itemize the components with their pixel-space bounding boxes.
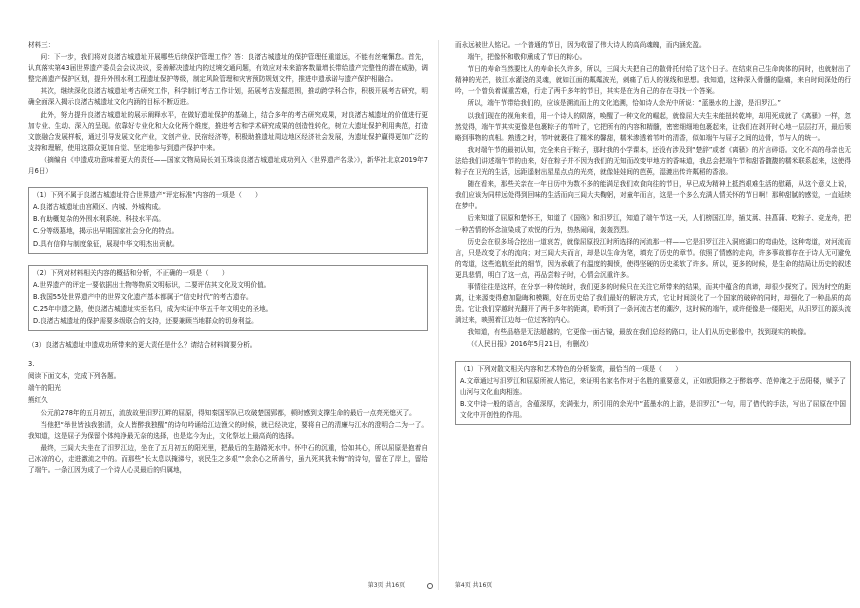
option-c[interactable]: C.分等级墓地，揭示出早期国家社会分化的特点。 — [33, 227, 179, 236]
question-stem: （1）下列不属于良渚古城遗址符合世界遗产“评定标准”内容的一项是（ ） — [33, 191, 262, 200]
paragraph: 问：下一步，我们将对良渚古城遗址开展哪些后续保护管理工作？答：良渚古城遗址的保护管理任重道远，不能有丝毫懈怠。首先，认真落实第43届世界遗产委员会会议决议，妥善解决遗址内的过境交通问题，有效应对未来游客数量增长带给遗产完整性的潜在威胁，调整完善遗产保护区划，提升外围水利工程遗址保护等级，制定风险管理和灾害预防规划文件，推进申遗承诺与遗产保护相融合。 — [28, 53, 428, 84]
source-citation: （《人民日报》2016年5月21日，有删改） — [467, 340, 593, 349]
paragraph: 节日的寿命当然要比人的寿命长久许多，所以，三闾大夫把自己的散骨托付给了这个日子。在结束自己生命肉体的同时，也就射出了精神的光芒，彼江水灌浇的灵魂，就如江面的粼粼波光，刺痛了后人的视线和思想。我知道，这种深入骨髓的隐痛，来自时间深处的行吟，一个曾负着谋重苦难，行走了两千多年的节日，其实是在为自己的存在寻找一个答案。 — [455, 65, 851, 96]
paragraph: 而永远被世人铭记。一个普通的节日，因为收留了伟大诗人的高尚魂魄，而内涵充盈。 — [455, 41, 706, 49]
left-page-number: 第3页 共16页 — [367, 582, 406, 589]
paragraph: 后来知道了屈原和楚怀王，知道了《国殇》和汨罗江，知道了端午节这一天，人们榜国江岸，插艾蒿、挂菖蒲、吃粽子、竞龙舟，把一种苦情的怀念渲染成了欢悦的行为，热热闹闹，轰轰烈烈。 — [455, 214, 851, 234]
paragraph: 此外，努力提升良渚古城遗址的展示阐释水平，在做好遗址保护的基础上，结合多年的考古研究成果，对良渚古城遗址的价值进行更加专业、生动、深入的呈现。依靠好专业化和大众化两个维度，推进考古和学术研究成果的创造性转化，树立大遗址保护利用典范，打造文旅融合发展样板，通过引导发展文化产业，文创产业、民宿经济等，积极助推遗址周边地区经济社会发展，为遗址保护赢得更加广泛的支持和理解，使用这群众更加自觉、坚定地参与到遗产保护中来。 — [28, 110, 428, 152]
right-column — [455, 40, 851, 427]
paragraph: 最终，三闾大夫坐在了汨罗江边，坐在了五月初五的阳光里，把最后的生路踏死水中。怀中石的沉重，恰如其心，所以屈原是抱着自己冰凉的心，走进激流之中的。而那些“长太息以掩涕兮，哀民生之多艰”“余余心之所善兮，虽九死其犹未悔”的诗句，留在了岸上，留给了端午。一条江因为成了一个诗人心灵最后的归属地， — [28, 443, 428, 474]
question-stem: （1）下列对散文相关内容和艺术特色的分析鉴赏，最恰当的一项是（ ） — [460, 364, 682, 373]
option-b[interactable]: B.我国55处世界遗产中的世界文化遗产基本都属于“信史时代”的考古遗存。 — [33, 292, 253, 301]
essay-title: 端午的阳光 — [28, 384, 61, 393]
paragraph: 以我们现在的视角来看，用一个诗人的陨落，唤醒了一种文化的崛起，就像屈大夫生未能扭转乾坤，却用死成就了《离骚》一样，忽然觉得，端午节其实更像是包裹粽子的苇叶了，它把所有的内容和精髓，密密细细地包裹起来，让我们在剥开时心地一层层打开，最后领略到事物的真相。熟透之时，苇叶就裹住了糯米的馨甜，糯米渗透着苇叶的清香，似如端午与屈子之间的边骨，节与人的统一。 — [455, 111, 851, 142]
question-r1 — [455, 361, 851, 425]
source-citation: （摘编自《申遗成功意味着更大的责任——国家文物局局长刘玉珠谈良渚古城遗址成功列入〈世界遗产名录〉》，新华社北京2019年7月6日） — [28, 155, 428, 176]
paragraph: 我对端午节的最初认知，完全来自于粽子，那时我的小学课本，还没有涉及到“楚辞”或者《离骚》的片言碎语。文化不高的母亲也无法给我们讲述端午节的由来，好在粽子并不因为我们的无知而改变甲地方的香味道，我总会把端午节和甜香馥馥的糯米联系起来，这使得粽子在卫光的生活，远距遥射出星星点点的光亮，就像娃娃间的芭蕉，湿漉出传许粼稻的香浪。 — [455, 145, 851, 177]
question-3: （3）良渚古城遗址申遗成功所带来的更大责任是什么？请结合材料简要分析。 — [28, 341, 257, 350]
question-2 — [28, 265, 428, 331]
essay-author: 熊红久 — [28, 396, 48, 405]
option-b[interactable]: B.有助概复杂的外围水利系统、科技水平高。 — [33, 215, 165, 224]
option-a[interactable]: A.文章通过写汨罗江和屈原所被人铭记，来证明名家名作对于名胜的重要意义，正如欧阳修之于醉翁亭、范仲淹之于岳阳楼，赋予了山河与文化血肉相连。 — [460, 376, 846, 396]
page-footer — [0, 580, 860, 589]
option-b[interactable]: B.文中诗一般的语言，含蕴深厚，充满张力，所引用的余光中“蓝墨水的上游，是汨罗江”一句，用了借代的手法，写出了屈原在中国文化中开创性的作用。 — [460, 399, 846, 419]
paragraph: 端午，把像怀和敬仰熏成了节日的粽心。 — [467, 53, 587, 62]
paragraph: 其次，继续深化良渚古城遗址考古研究工作，科学制订考古工作计划，拓展考古发掘范围，推动跨学科合作，积极开展考古研究，明确全面深入揭示良渚古城遗址文化内涵的目标不断迈进。 — [28, 87, 428, 107]
paragraph: 事情往往是这样，在分享一种传统时，我们更多的时候只在关注它所带来的结果，而其中蕴含的真谛，却很少探究了。因为时空的距离，让来源变得愈加隐晦和模糊，好在历史给了我们最好的解决方式，它让时间淡化了一个国家的破碎的同时，却强化了一种品质的高贵。它让我们穿越时光翻开了两千多年的距离，聆听到了一条河流古老的潮汐，这时候的端午，或许便像是一缕阳光，从汨罗江的源头流淌过来，映照着江边每一位过客的内心。 — [455, 282, 851, 325]
question-stem: （2）下列对材料相关内容的概括和分析，不正确的一项是（ ） — [33, 268, 229, 277]
paragraph: 随在看来，那些关亲在一年日历中为数不多的能满足我们欢食向往的节日，早已成为精神上抵挡艰难生活的慰藉，从这个意义上说，我们应该为同样远处得到回味的生活而向三闾大夫鞠躬，对童年而言，这是一个多么充满人情关怀的节日啊！那种甜腻的感觉，一直延续在梦中。 — [455, 180, 851, 211]
paragraph: 历史会在很多场合挖出一道哀苦，就像屈原投江时所选择的河流那一样——它是汨罗江注入洞庭湖口的弯曲处，这种弯道，对河流而言，只是改变了水的流向；对三闾大夫而言，却是以生命为笔，填充了历史的章节。依照了情感的走向，许多事故都存在于诗人无可避免的弯道，这些追航至此的细节，因为承载了有温度的揭愤，使得坚硬的历史柔软了许多。所以，更多的时候，是生命的结局让历史的叙述更具悲情，明白了这一点，再品尝粽子时，心情会沉重许多。 — [455, 237, 851, 279]
paragraph: 当他把“举世皆浊我独清，众人皆醉我独醒”的诗句吟诵给江边渔父的时候，就已经决定，要将自己的清廉与江水的澄明合二为一了。我知道，这是屈子为保留个体纯净最无奈的选择，也是迄今为止，文化祭坛上最高尚的选择。 — [28, 420, 428, 440]
option-d[interactable]: D.具有信仰与制度象征，展现中华文明杰出贡献。 — [33, 239, 179, 248]
left-column — [28, 40, 428, 477]
section-number: 3. — [28, 360, 35, 369]
circle-icon — [427, 583, 433, 589]
paragraph: 我知道，有些品格是无法超越的，它更像一面古镜，最放在我们总经的路口，让人们从历史影像中，找到现实的映像。 — [467, 328, 811, 337]
column-divider — [438, 40, 439, 590]
paragraph: 所以，端午节带给我们的，应该是溯流而上的文化追溯，恰如诗人余光中所说：“蓝墨水的上游，是汨罗江。” — [467, 99, 781, 108]
option-d[interactable]: D.良渚古城遗址的保护需要多级联合的支持，还要兼顾当地群众的切身利益。 — [33, 316, 258, 325]
option-a[interactable]: A.良渚古城遗址由宫殿区、内城、外城构成。 — [33, 203, 165, 212]
paragraph: 公元前278年的五月初五，流放故里汨罗江畔的屈原，得知秦国军队已攻破楚国郢都，顿时感到支撑生命的最后一点亮光熄灭了。 — [40, 408, 416, 417]
material-heading: 材料三： — [28, 41, 55, 49]
option-a[interactable]: A.世界遗产的评定一要依据出土物等物质文明标识，二要评估其文化及文明价值。 — [33, 280, 271, 289]
option-c[interactable]: C.25年申遗之路，使良渚古城遗址实至名归，成为实证中华五千年文明史的圣地。 — [33, 304, 273, 313]
right-page-number: 第4页 共16页 — [454, 582, 493, 589]
instruction: 阅读下面文本，完成下列各题。 — [28, 372, 121, 381]
question-1 — [28, 187, 428, 253]
